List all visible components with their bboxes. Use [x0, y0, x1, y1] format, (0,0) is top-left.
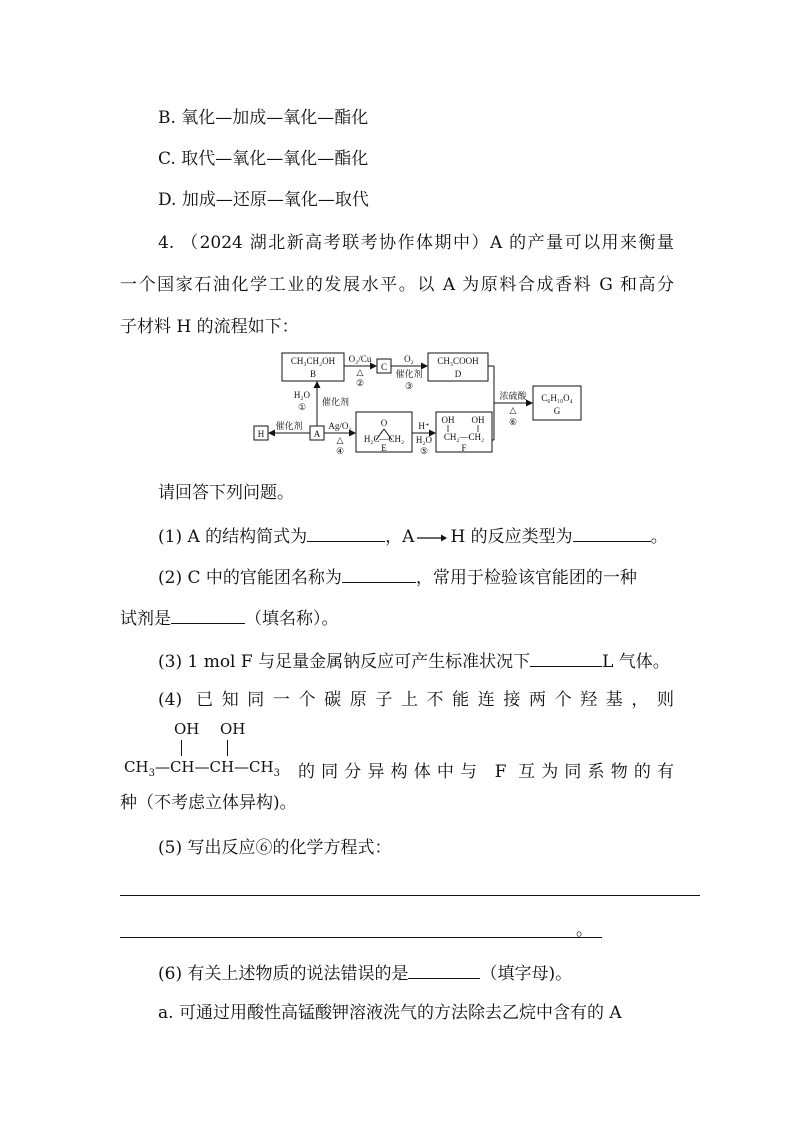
option-d: D. 加成—还原—氧化—取代 [158, 190, 369, 210]
struct-oh-left: OH [174, 720, 200, 738]
q4-stem-line1: 4. （2024 湖北新高考联考协作体期中）A 的产量可以用来衡量 [158, 233, 674, 253]
d-label: D [454, 369, 462, 379]
synthesis-flow-diagram [250, 350, 590, 460]
r1-condition: 催化剂 [322, 397, 350, 407]
sub-question-5: (5) 写出反应⑥的化学方程式： [158, 838, 392, 858]
answer-blank-3[interactable] [530, 648, 602, 667]
r3-number: ③ [404, 381, 414, 391]
c-label: C [380, 362, 388, 372]
h-label: H [257, 429, 265, 439]
f-formula: CH₂—CH₂ [443, 432, 485, 442]
f-oh-right: OH [471, 415, 485, 425]
sq2-text-c: 试剂是 [120, 609, 171, 629]
r2-condition: △ [356, 367, 364, 377]
r3-condition: 催化剂 [395, 369, 423, 379]
sub-question-3 [158, 648, 670, 674]
option-6a: a. 可通过用酸性高锰酸钾溶液洗气的方法除去乙烷中含有的 A [158, 1003, 622, 1023]
f-oh-left: OH [441, 415, 455, 425]
sub-question-4-end: 种（不考虑立体异构)。 [120, 793, 297, 813]
r5-reagent: H⁺ [418, 421, 430, 431]
sub-question-6 [158, 960, 572, 986]
questions-prompt: 请回答下列问题。 [158, 483, 294, 503]
answer-line-5a[interactable] [120, 895, 700, 896]
e-label: E [381, 443, 387, 453]
r2-reagent: O₂/Cu [348, 354, 372, 364]
r6-condition: △ [509, 405, 517, 415]
struct-oh-right: OH [220, 720, 246, 738]
r6-number: ⑥ [508, 417, 518, 427]
sq1-text-a: (1) A 的结构简式为 [158, 527, 308, 547]
answer-blank-2a[interactable] [342, 564, 416, 583]
sq5-period: 。 [576, 920, 593, 940]
e-oxygen: O [380, 418, 388, 428]
sub-question-2 [158, 564, 637, 590]
a-label: A [313, 429, 321, 439]
sq3-text-b: L 气体。 [602, 652, 670, 672]
option-c: C. 取代—氧化—氧化—酯化 [158, 149, 369, 169]
r5-number: ⑤ [419, 446, 429, 456]
sq1-text-b: ，A [385, 527, 415, 547]
sub-question-4: (4) 已知同一个碳原子上不能连接两个羟基，则 [158, 690, 674, 710]
r1-number: ① [297, 402, 307, 412]
sq1-text-d: 。 [650, 527, 668, 547]
answer-blank-2b[interactable] [171, 605, 245, 624]
answer-blank-1a[interactable] [307, 523, 385, 542]
struct-chain: $CH_3—CH—CH—CH_3$ [124, 758, 280, 779]
r1-reagent: H₂O [293, 390, 311, 400]
g-formula: C₆H₁₀O₄ [541, 393, 573, 403]
sq1-text-c: H 的反应类型为 [450, 527, 573, 547]
r3-reagent: O₂ [404, 354, 414, 364]
f-label: F [461, 443, 467, 453]
answer-blank-1b[interactable] [573, 523, 651, 542]
e-formula: H₂C—CH₂ [363, 434, 405, 444]
sub-question-4-cont: 的同分异构体中与 F 互为同系物的有 [298, 762, 674, 782]
r4-number: ④ [335, 446, 345, 456]
r6-reagent: 浓硫酸 [499, 391, 527, 401]
r2-number: ② [355, 378, 365, 388]
r4-condition: △ [336, 435, 344, 445]
reaction-arrow-icon [416, 533, 448, 543]
butanediol-structure [124, 720, 304, 780]
sq3-text-a: (3) 1 mol F 与足量金属钠反应可产生标准状况下 [158, 652, 531, 672]
b-formula: CH₃CH₂OH [290, 356, 336, 366]
option-b: B. 氧化—加成—氧化—酯化 [158, 108, 369, 128]
q4-stem-line2: 一个国家石油化学工业的发展水平。以 A 为原料合成香料 G 和高分 [120, 275, 674, 295]
b-label: B [309, 369, 317, 379]
r4-reagent: Ag/O₂ [328, 421, 352, 431]
rh-condition: 催化剂 [275, 421, 303, 431]
r5-condition: H₂O [415, 435, 433, 445]
answer-blank-6[interactable] [408, 960, 480, 979]
q4-stem-line3: 子材料 H 的流程如下： [120, 317, 299, 337]
answer-line-5b[interactable] [120, 937, 602, 938]
sq6-text-b: （填字母)。 [480, 964, 573, 984]
sq2-text-a: (2) C 中的官能团名称为 [158, 568, 342, 588]
sq2-text-d: （填名称）。 [245, 609, 339, 629]
sq6-text-a: (6) 有关上述物质的说法错误的是 [158, 964, 409, 984]
sub-question-2-cont [120, 605, 339, 631]
g-label: G [553, 406, 561, 416]
d-formula: CH₃COOH [437, 356, 479, 366]
sq2-text-b: ，常用于检验该官能团的一种 [415, 568, 637, 588]
sub-question-1 [158, 523, 668, 549]
